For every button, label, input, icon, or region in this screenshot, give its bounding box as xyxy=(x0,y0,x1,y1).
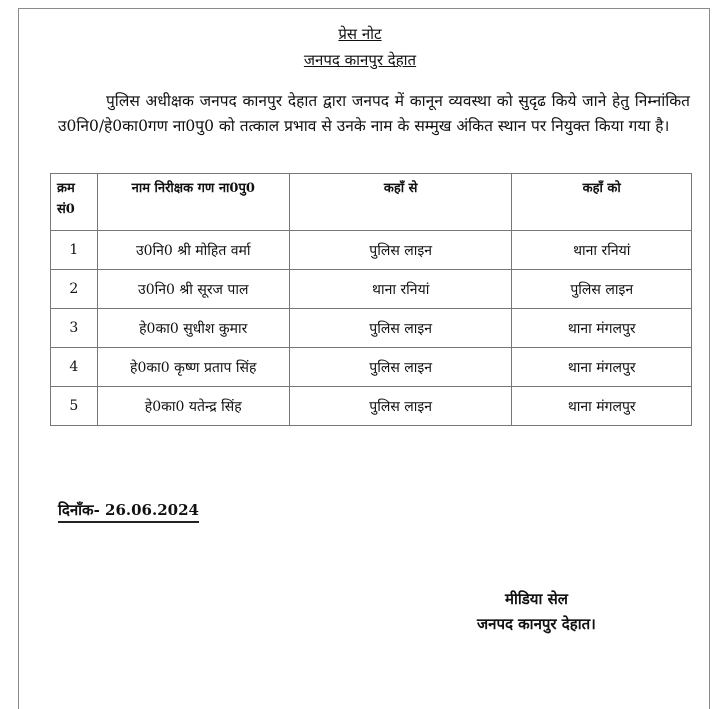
date-line: दिनाँक- 26.06.2024 xyxy=(58,500,199,523)
signature-line-1: मीडिया सेल xyxy=(505,590,568,608)
posting-table xyxy=(50,173,692,426)
cell-serial: 4 xyxy=(51,348,98,387)
cell-from: पुलिस लाइन xyxy=(289,231,512,270)
cell-name: हे0का0 यतेन्द्र सिंह xyxy=(97,387,289,426)
table-row xyxy=(51,270,692,309)
cell-to: पुलिस लाइन xyxy=(512,270,692,309)
cell-from: थाना रनियां xyxy=(289,270,512,309)
table-row xyxy=(51,309,692,348)
cell-to: थाना मंगलपुर xyxy=(512,387,692,426)
cell-serial: 1 xyxy=(51,231,98,270)
body-paragraph xyxy=(58,89,690,139)
cell-from: पुलिस लाइन xyxy=(289,348,512,387)
header-serial: क्रम सं0 xyxy=(51,174,98,231)
table-header-row xyxy=(51,174,692,231)
body-text: पुलिस अधीक्षक जनपद कानपुर देहात द्वारा जनपद में कानून व्यवस्था को सुदृढ किये जाने हेतु निम्नांकित उ0नि0/हे0का0गण ना0पु0 को तत्काल प्रभाव से उनके नाम के सम्मुख अंकित स्थान पर नियुक्त किया गया है। xyxy=(58,92,690,135)
table-row xyxy=(51,387,692,426)
header-from: कहाँ से xyxy=(289,174,512,231)
cell-name: उ0नि0 श्री मोहित वर्मा xyxy=(97,231,289,270)
table-row xyxy=(51,231,692,270)
document-subtitle: जनपद कानपुर देहात xyxy=(303,51,417,69)
cell-from: पुलिस लाइन xyxy=(289,309,512,348)
cell-to: थाना मंगलपुर xyxy=(512,348,692,387)
header-name: नाम निरीक्षक गण ना0पु0 xyxy=(97,174,289,231)
cell-serial: 5 xyxy=(51,387,98,426)
cell-name: हे0का0 कृष्ण प्रताप सिंह xyxy=(97,348,289,387)
cell-serial: 2 xyxy=(51,270,98,309)
cell-to: थाना मंगलपुर xyxy=(512,309,692,348)
document-title: प्रेस नोट xyxy=(338,25,382,43)
cell-name: हे0का0 सुधीश कुमार xyxy=(97,309,289,348)
table-row xyxy=(51,348,692,387)
cell-to: थाना रनियां xyxy=(512,231,692,270)
cell-serial: 3 xyxy=(51,309,98,348)
cell-from: पुलिस लाइन xyxy=(289,387,512,426)
cell-name: उ0नि0 श्री सूरज पाल xyxy=(97,270,289,309)
signature-line-2: जनपद कानपुर देहात। xyxy=(477,615,596,633)
header-to: कहाँ को xyxy=(512,174,692,231)
